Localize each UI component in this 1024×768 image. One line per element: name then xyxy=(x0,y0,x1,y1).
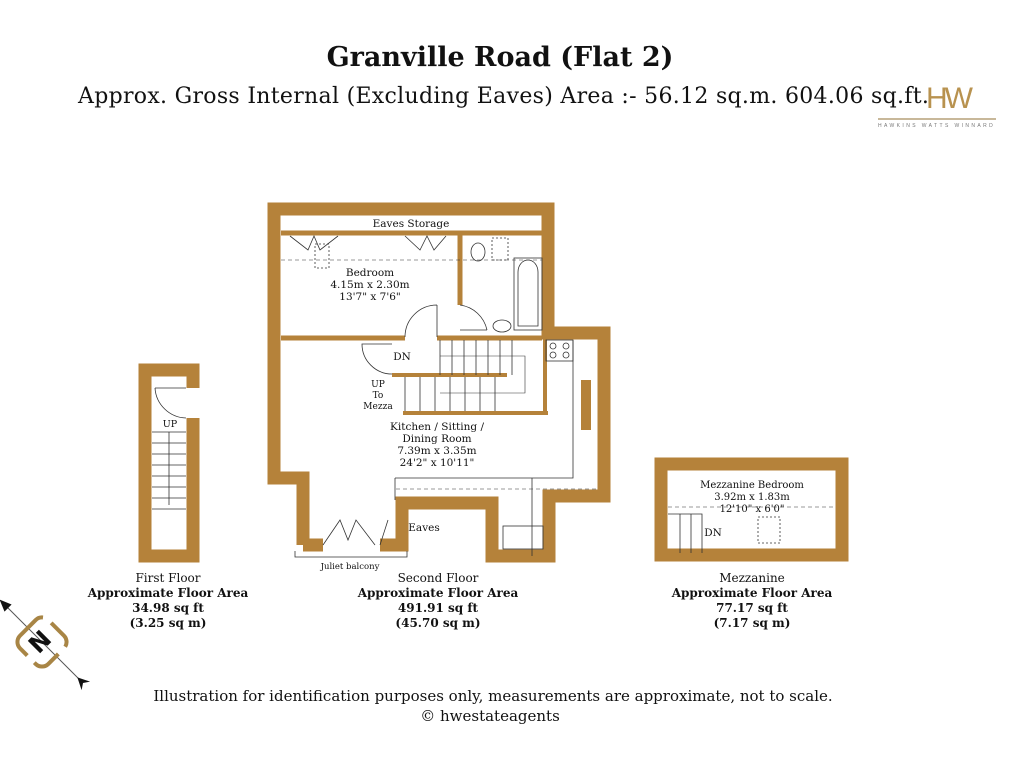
toilet xyxy=(471,243,485,261)
page-title: Granville Road (Flat 2) xyxy=(326,42,674,73)
mezzanine-caption xyxy=(652,571,852,631)
living-door xyxy=(362,344,392,374)
room-size-imperial: 12'10" x 6'0" xyxy=(719,504,785,515)
area-sqft: 77.17 sq ft xyxy=(716,601,788,615)
room-size-metric: 4.15m x 2.30m xyxy=(330,279,410,291)
room-size-imperial: 24'2" x 10'11" xyxy=(399,457,475,469)
logo-name: HAWKINS WATTS WINNARD xyxy=(878,123,996,129)
room-label-eaves: Eaves xyxy=(408,522,440,534)
basin xyxy=(493,320,511,332)
room-label-bedroom xyxy=(320,267,420,303)
area-heading: Approximate Floor Area xyxy=(357,586,519,600)
area-summary: Approx. Gross Internal (Excluding Eaves) Area :- 56.12 sq.m. 604.06 sq.ft. xyxy=(78,84,930,109)
room-name: Kitchen / Sitting / xyxy=(390,421,484,433)
first-floor-stairs xyxy=(152,432,186,509)
copyright: © hwestateagents xyxy=(420,707,560,725)
chimney-breast xyxy=(581,380,591,430)
skylight xyxy=(492,238,508,260)
mezzanine-stairs xyxy=(668,514,702,553)
room-name: Mezzanine Bedroom xyxy=(700,480,804,491)
wardrobe-doors xyxy=(290,236,446,250)
french-doors xyxy=(323,520,388,545)
bedroom-door xyxy=(405,305,437,337)
juliet-balcony-label: Juliet balcony xyxy=(320,562,380,572)
floor-name: Second Floor xyxy=(397,571,479,585)
room-name-line2: Dining Room xyxy=(402,433,472,445)
juliet-balcony-rail xyxy=(295,551,407,557)
first-floor-door xyxy=(155,388,186,418)
room-size-metric: 7.39m x 3.35m xyxy=(397,445,477,457)
area-sqm: (7.17 sq m) xyxy=(713,616,791,630)
bathroom-door xyxy=(460,305,487,330)
compass-letter: N xyxy=(23,624,58,660)
room-size-metric: 3.92m x 1.83m xyxy=(714,492,790,503)
area-heading: Approximate Floor Area xyxy=(87,586,249,600)
room-name: Bedroom xyxy=(345,267,395,279)
floor-name: Mezzanine xyxy=(719,571,785,585)
second-floor-outer-wall xyxy=(274,209,604,556)
room-size-imperial: 13'7" x 7'6" xyxy=(339,291,401,303)
stairs-down-label: DN xyxy=(393,351,411,363)
hob xyxy=(546,340,573,361)
area-heading: Approximate Floor Area xyxy=(671,586,833,600)
area-sqft: 34.98 sq ft xyxy=(132,601,204,615)
room-label-kitchen xyxy=(377,421,497,469)
area-sqm: (45.70 sq m) xyxy=(395,616,481,630)
first-floor-up-label: UP xyxy=(162,419,178,430)
up-text: UP xyxy=(371,380,385,390)
to-text: To xyxy=(372,391,384,401)
first-floor-caption xyxy=(68,571,268,631)
second-floor-caption xyxy=(338,571,538,631)
area-sqft: 491.91 sq ft xyxy=(397,601,479,615)
area-sqm: (3.25 sq m) xyxy=(129,616,207,630)
mezza-text: Mezza xyxy=(363,402,393,412)
logo-mark: HW xyxy=(926,82,970,115)
room-label-eaves-storage: Eaves Storage xyxy=(372,218,450,230)
room-label-mezzanine-bedroom xyxy=(690,480,814,516)
floor-name: First Floor xyxy=(135,571,201,585)
sink xyxy=(503,526,543,549)
mezzanine-down-label: DN xyxy=(704,527,722,539)
skylight xyxy=(315,244,329,268)
disclaimer: Illustration for identification purposes only, measurements are approximate, not to scale. xyxy=(153,687,833,705)
skylight xyxy=(758,517,780,543)
stairs-up-label xyxy=(361,380,395,413)
